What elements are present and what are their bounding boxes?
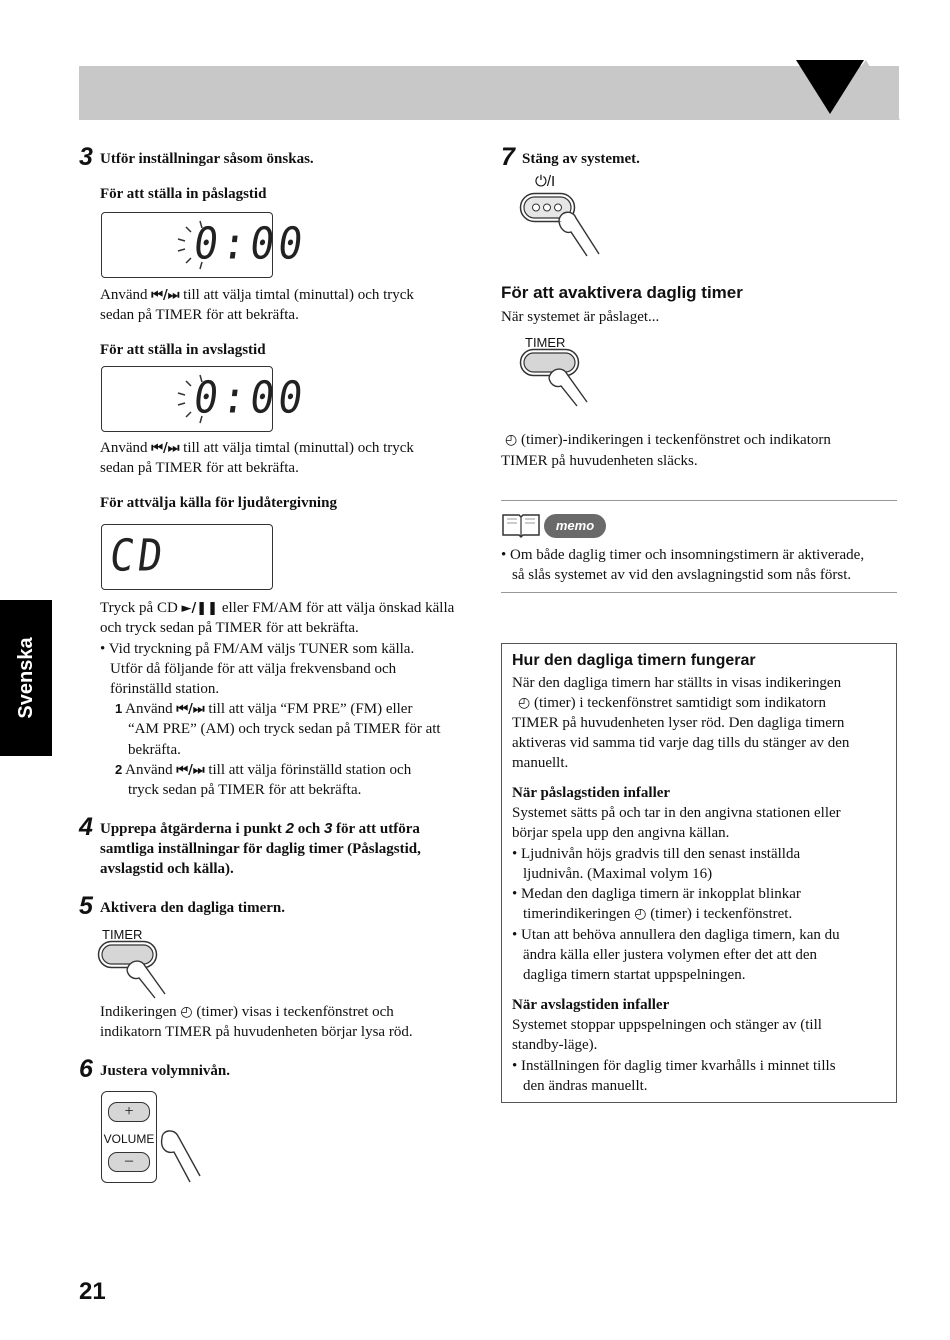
step-6-number: 6 [79,1055,93,1083]
on-time-instruction-post: till att välja timtal (minuttal) och tryck [183,287,414,303]
off-l1: Systemet stoppar uppspelningen och stänger av (till [512,1017,822,1033]
substep-2-cont: tryck sedan på TIMER för att bekräfta. [128,782,362,798]
substep-1-cont1: “AM PRE” (AM) och tryck sedan på TIMER för att [128,721,441,737]
step-6-title: Justera volymnivån. [100,1063,231,1079]
on-time-instruction-line2: sedan på TIMER för att bekräfta. [100,307,299,323]
step-7-number: 7 [501,143,515,171]
step-5-number: 5 [79,892,93,920]
clock-icon: ◴ [180,1004,193,1020]
deactivate-heading: För att avaktivera daglig timer [501,283,743,302]
timer-button-label-2: TIMER [525,335,566,350]
memo-badge: memo [544,514,606,538]
skip-buttons-icon: ⏮/⏭ [176,763,205,778]
box-p1-l4: aktiveras vid samma tid varje dag tills du stänger av den [512,735,850,751]
header-band [79,66,899,120]
off-time-value: 0:00 [190,372,310,424]
step-4-text-a: Upprepa åtgärderna i punkt [100,821,282,837]
step-5-result-pre: Indikeringen [100,1004,177,1020]
box-p1-l2 [518,693,826,713]
box-p1-l5: manuellt. [512,755,569,771]
off-time-instruction-post: till att välja timtal (minuttal) och tryck [183,440,414,456]
on-time-subhead: När påslagstiden infaller [512,785,671,801]
substep-2-number: 2 [115,762,123,777]
on-b3-l1: • Utan att behöva annullera den dagliga timern, kan du [512,927,840,943]
on-l1: Systemet sätts på och tar in den angivna stationen eller [512,805,841,821]
substep-2-pre: Använd [125,762,173,778]
source-instruction-post: eller FM/AM för att välja önskad källa [221,600,455,616]
memo-bottom-rule [501,592,897,593]
tuner-bullet-cont1: Utför då följande för att välja frekvensband och [110,661,397,677]
on-time-heading: För att ställa in påslagstid [100,186,267,202]
step-5-result-line2: indikatorn TIMER på huvudenheten börjar lysa röd. [100,1024,413,1040]
step-4-text-c: för att utföra [336,821,420,837]
memo-line2: så slås systemet av vid den avslagningstid som nås först. [512,567,852,583]
deactivate-result-line1 [505,430,831,450]
box-p1-l1: När den dagliga timern har ställts in visas indikeringen [512,675,842,691]
off-time-instruction-pre: Använd [100,440,148,456]
timer-button-press-icon [97,940,177,1000]
substep-1-number: 1 [115,701,123,716]
off-time-subhead: När avslagstiden infaller [512,997,670,1013]
source-instruction-line2: och tryck sedan på TIMER för att bekräfta. [100,620,359,636]
step-4-title-line2: samtliga inställningar för daglig timer (Påslagstid, [100,841,421,857]
on-time-instruction-line1 [100,285,414,306]
on-time-instruction-pre: Använd [100,287,148,303]
step-4-title-line3: avslagstid och källa). [100,861,234,877]
deactivate-line1: När systemet är påslaget... [501,309,660,325]
step-4-text-b: och [297,821,321,837]
skip-buttons-icon: ⏮/⏭ [151,288,180,303]
skip-buttons-icon: ⏮/⏭ [151,441,180,456]
substep-1-pre: Använd [125,701,173,717]
volume-label: VOLUME [103,1132,155,1146]
step-4-ref-3: 3 [323,820,333,837]
memo-top-rule [501,500,897,501]
tuner-substep-2 [115,760,411,781]
step-5-result-post: (timer) visas i teckenfönstret och [196,1004,394,1020]
deactivate-result-post: (timer)-indikeringen i teckenfönstret och indikatorn [520,432,831,448]
step-4-number: 4 [79,813,93,841]
step-5-result-line1 [100,1002,394,1022]
on-b2-l2 [523,904,792,924]
timer-button-label: TIMER [102,927,143,942]
box-p1-l3: TIMER på huvudenheten lyser röd. Den dagliga timern [512,715,845,731]
clock-icon: ◴ [505,432,518,448]
clock-icon: ◴ [634,906,647,922]
on-b2-l2-pre: timerindikeringen [523,906,631,922]
off-l2: standby-läge). [512,1037,598,1053]
book-icon [501,511,541,539]
memo-line1: • Om både daglig timer och insomningstimern är aktiverade, [501,547,865,563]
source-instruction-line1 [100,598,454,619]
language-tab-label: Svenska [15,637,37,719]
power-symbol-label: ⏻/I [535,173,556,190]
step-3-number: 3 [79,143,93,171]
source-heading: För attvälja källa för ljudåtergivning [100,495,337,511]
off-time-display [101,366,310,432]
on-b2-l1: • Medan den dagliga timern är inkopplat blinkar [512,886,801,902]
deactivate-result-line2: TIMER på huvudenheten släcks. [501,453,698,469]
timer-button-press-icon-2 [519,348,599,408]
off-b1-l2: den ändras manuellt. [523,1078,648,1094]
tuner-bullet-cont2: förinställd station. [110,681,220,697]
power-button-press-icon [519,192,603,258]
on-b3-l3: dagliga timern startat uppspelningen. [523,967,746,983]
substep-1-cont2: bekräfta. [128,742,181,758]
on-time-value: 0:00 [190,218,310,270]
volume-up-button[interactable]: + [108,1102,150,1122]
on-l2: börjar spela upp den angivna källan. [512,825,730,841]
volume-control [101,1091,157,1183]
volume-down-button[interactable]: – [108,1152,150,1172]
step-7-title: Stäng av systemet. [522,151,640,167]
play-pause-icon: ►/❚❚ [181,601,219,616]
off-time-heading: För att ställa in avslagstid [100,342,266,358]
box-title: Hur den dagliga timern fungerar [512,652,756,669]
step-4-title-line1 [100,819,420,839]
header-triangle-icon [790,58,902,122]
language-tab [0,600,52,756]
off-time-instruction-line1 [100,438,414,459]
step-4-ref-2: 2 [285,820,294,837]
tuner-bullet: • Vid tryckning på FM/AM väljs TUNER som källa. [100,641,415,657]
on-b3-l2: ändra källa eller justera volymen efter det att den [523,947,818,963]
skip-buttons-icon: ⏮/⏭ [176,702,205,717]
on-b2-l2-post: (timer) i teckenfönstret. [650,906,793,922]
source-value: CD [106,530,170,582]
finger-icon [156,1128,206,1184]
on-b1-l2: ljudnivån. (Maximal volym 16) [523,866,713,882]
source-instruction-pre: Tryck på CD [100,600,178,616]
substep-2-post: till att välja förinställd station och [208,762,412,778]
tuner-substep-1 [115,699,412,720]
clock-icon: ◴ [518,695,531,711]
step-3-title: Utför inställningar såsom önskas. [100,151,314,167]
on-b1-l1: • Ljudnivån höjs gradvis till den senast inställda [512,846,801,862]
off-b1-l1: • Inställningen för daglig timer kvarhålls i minnet tills [512,1058,836,1074]
page-number: 21 [79,1278,106,1305]
on-time-display [101,212,310,278]
substep-1-post: till att välja “FM PRE” (FM) eller [208,701,413,717]
source-display [101,524,273,590]
off-time-instruction-line2: sedan på TIMER för att bekräfta. [100,460,299,476]
step-5-title: Aktivera den dagliga timern. [100,900,285,916]
box-p1-l2-text: (timer) i teckenfönstret samtidigt som indikatorn [533,695,826,711]
